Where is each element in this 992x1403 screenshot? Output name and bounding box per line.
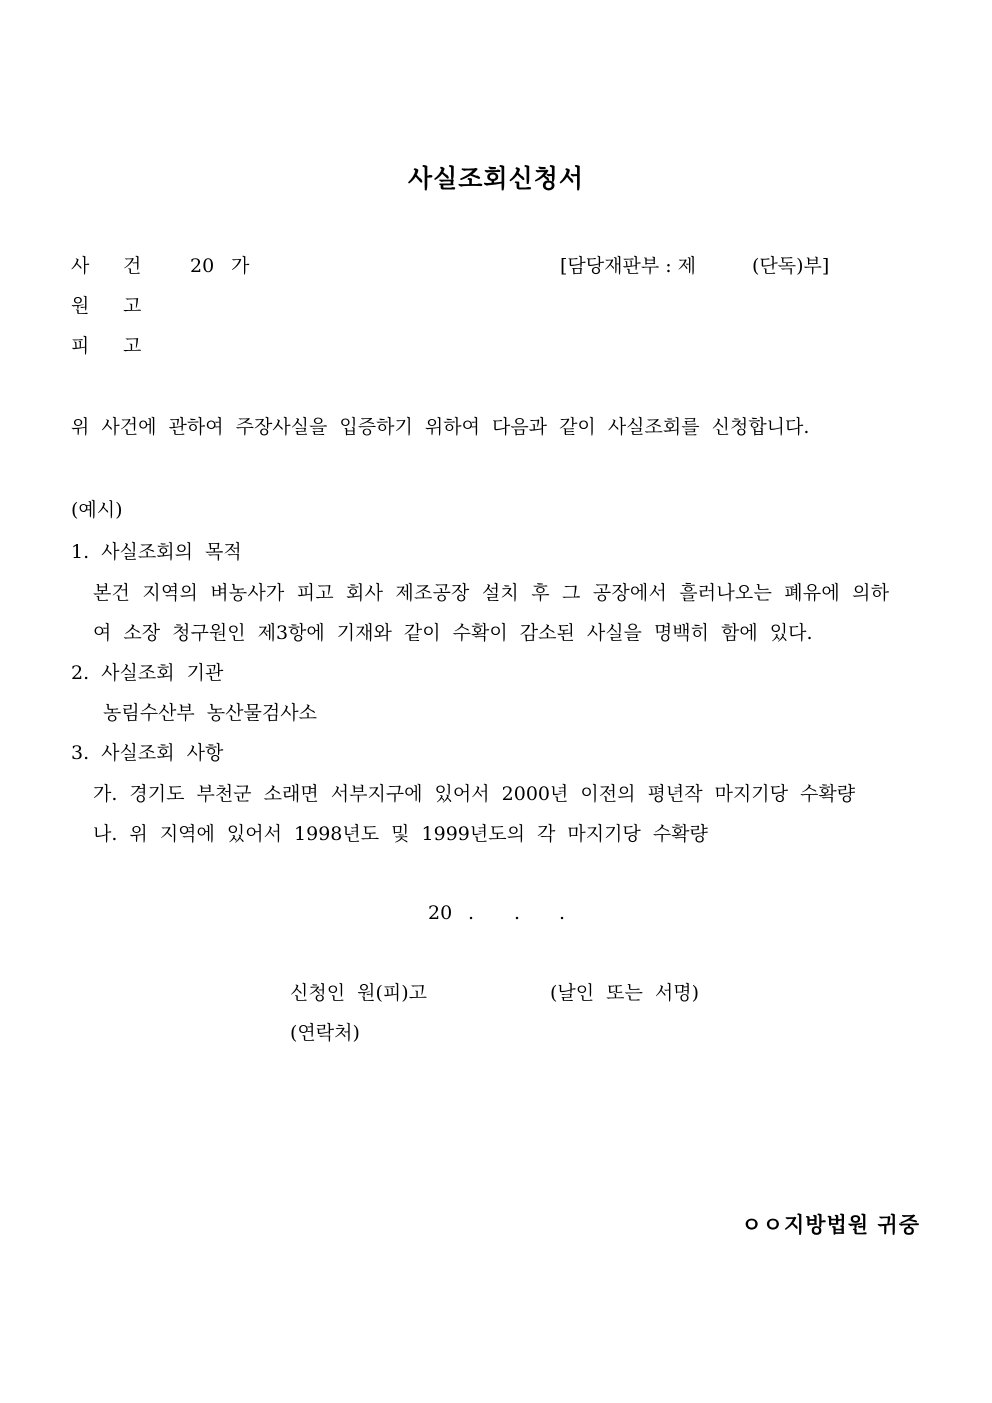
intro-paragraph: 위 사건에 관하여 주장사실을 입증하기 위하여 다음과 같이 사실조회를 신청합니다. xyxy=(71,416,810,438)
section-1-heading: 1. 사실조회의 목적 xyxy=(71,541,242,563)
seal-note: (날인 또는 서명) xyxy=(550,982,700,1004)
section-2-line-1: 농림수산부 농산물검사소 xyxy=(103,702,317,724)
example-label: (예시) xyxy=(71,499,123,521)
date-year: 20 xyxy=(428,902,453,924)
case-label-char-2: 건 xyxy=(123,255,142,277)
court-addressee: ㅇㅇ지방법원 귀중 xyxy=(741,1213,920,1237)
date-dot-1: . xyxy=(468,902,475,924)
plaintiff-label-char-1: 원 xyxy=(71,295,90,317)
applicant-contact: (연락처) xyxy=(290,1022,360,1044)
section-2-heading: 2. 사실조회 기관 xyxy=(71,662,224,684)
case-number-prefix: 20 xyxy=(190,255,215,277)
section-1-line-1: 본건 지역의 벼농사가 피고 회사 제조공장 설치 후 그 공장에서 흘러나오는 폐유에 의하 xyxy=(93,582,890,604)
defendant-label-char-2: 고 xyxy=(123,335,142,357)
section-3-line-1: 가. 경기도 부천군 소래면 서부지구에 있어서 2000년 이전의 평년작 마지기당 수확량 xyxy=(93,783,856,805)
section-3-line-2: 나. 위 지역에 있어서 1998년도 및 1999년도의 각 마지기당 수확량 xyxy=(93,823,708,845)
plaintiff-label-char-2: 고 xyxy=(123,295,142,317)
document-title: 사실조회신청서 xyxy=(407,164,585,193)
case-type: 가 xyxy=(231,255,250,277)
division-label: [담당재판부 : 제 xyxy=(560,255,697,277)
section-1-line-2: 여 소장 청구원인 제3항에 기재와 같이 수확이 감소된 사실을 명백히 함에 있다. xyxy=(93,622,813,644)
division-suffix: (단독)부] xyxy=(752,255,830,277)
defendant-label-char-1: 피 xyxy=(71,335,90,357)
date-dot-2: . xyxy=(514,902,521,924)
section-3-heading: 3. 사실조회 사항 xyxy=(71,742,224,764)
applicant-label: 신청인 원(피)고 xyxy=(290,982,427,1004)
date-dot-3: . xyxy=(559,902,566,924)
case-label-char-1: 사 xyxy=(71,255,90,277)
